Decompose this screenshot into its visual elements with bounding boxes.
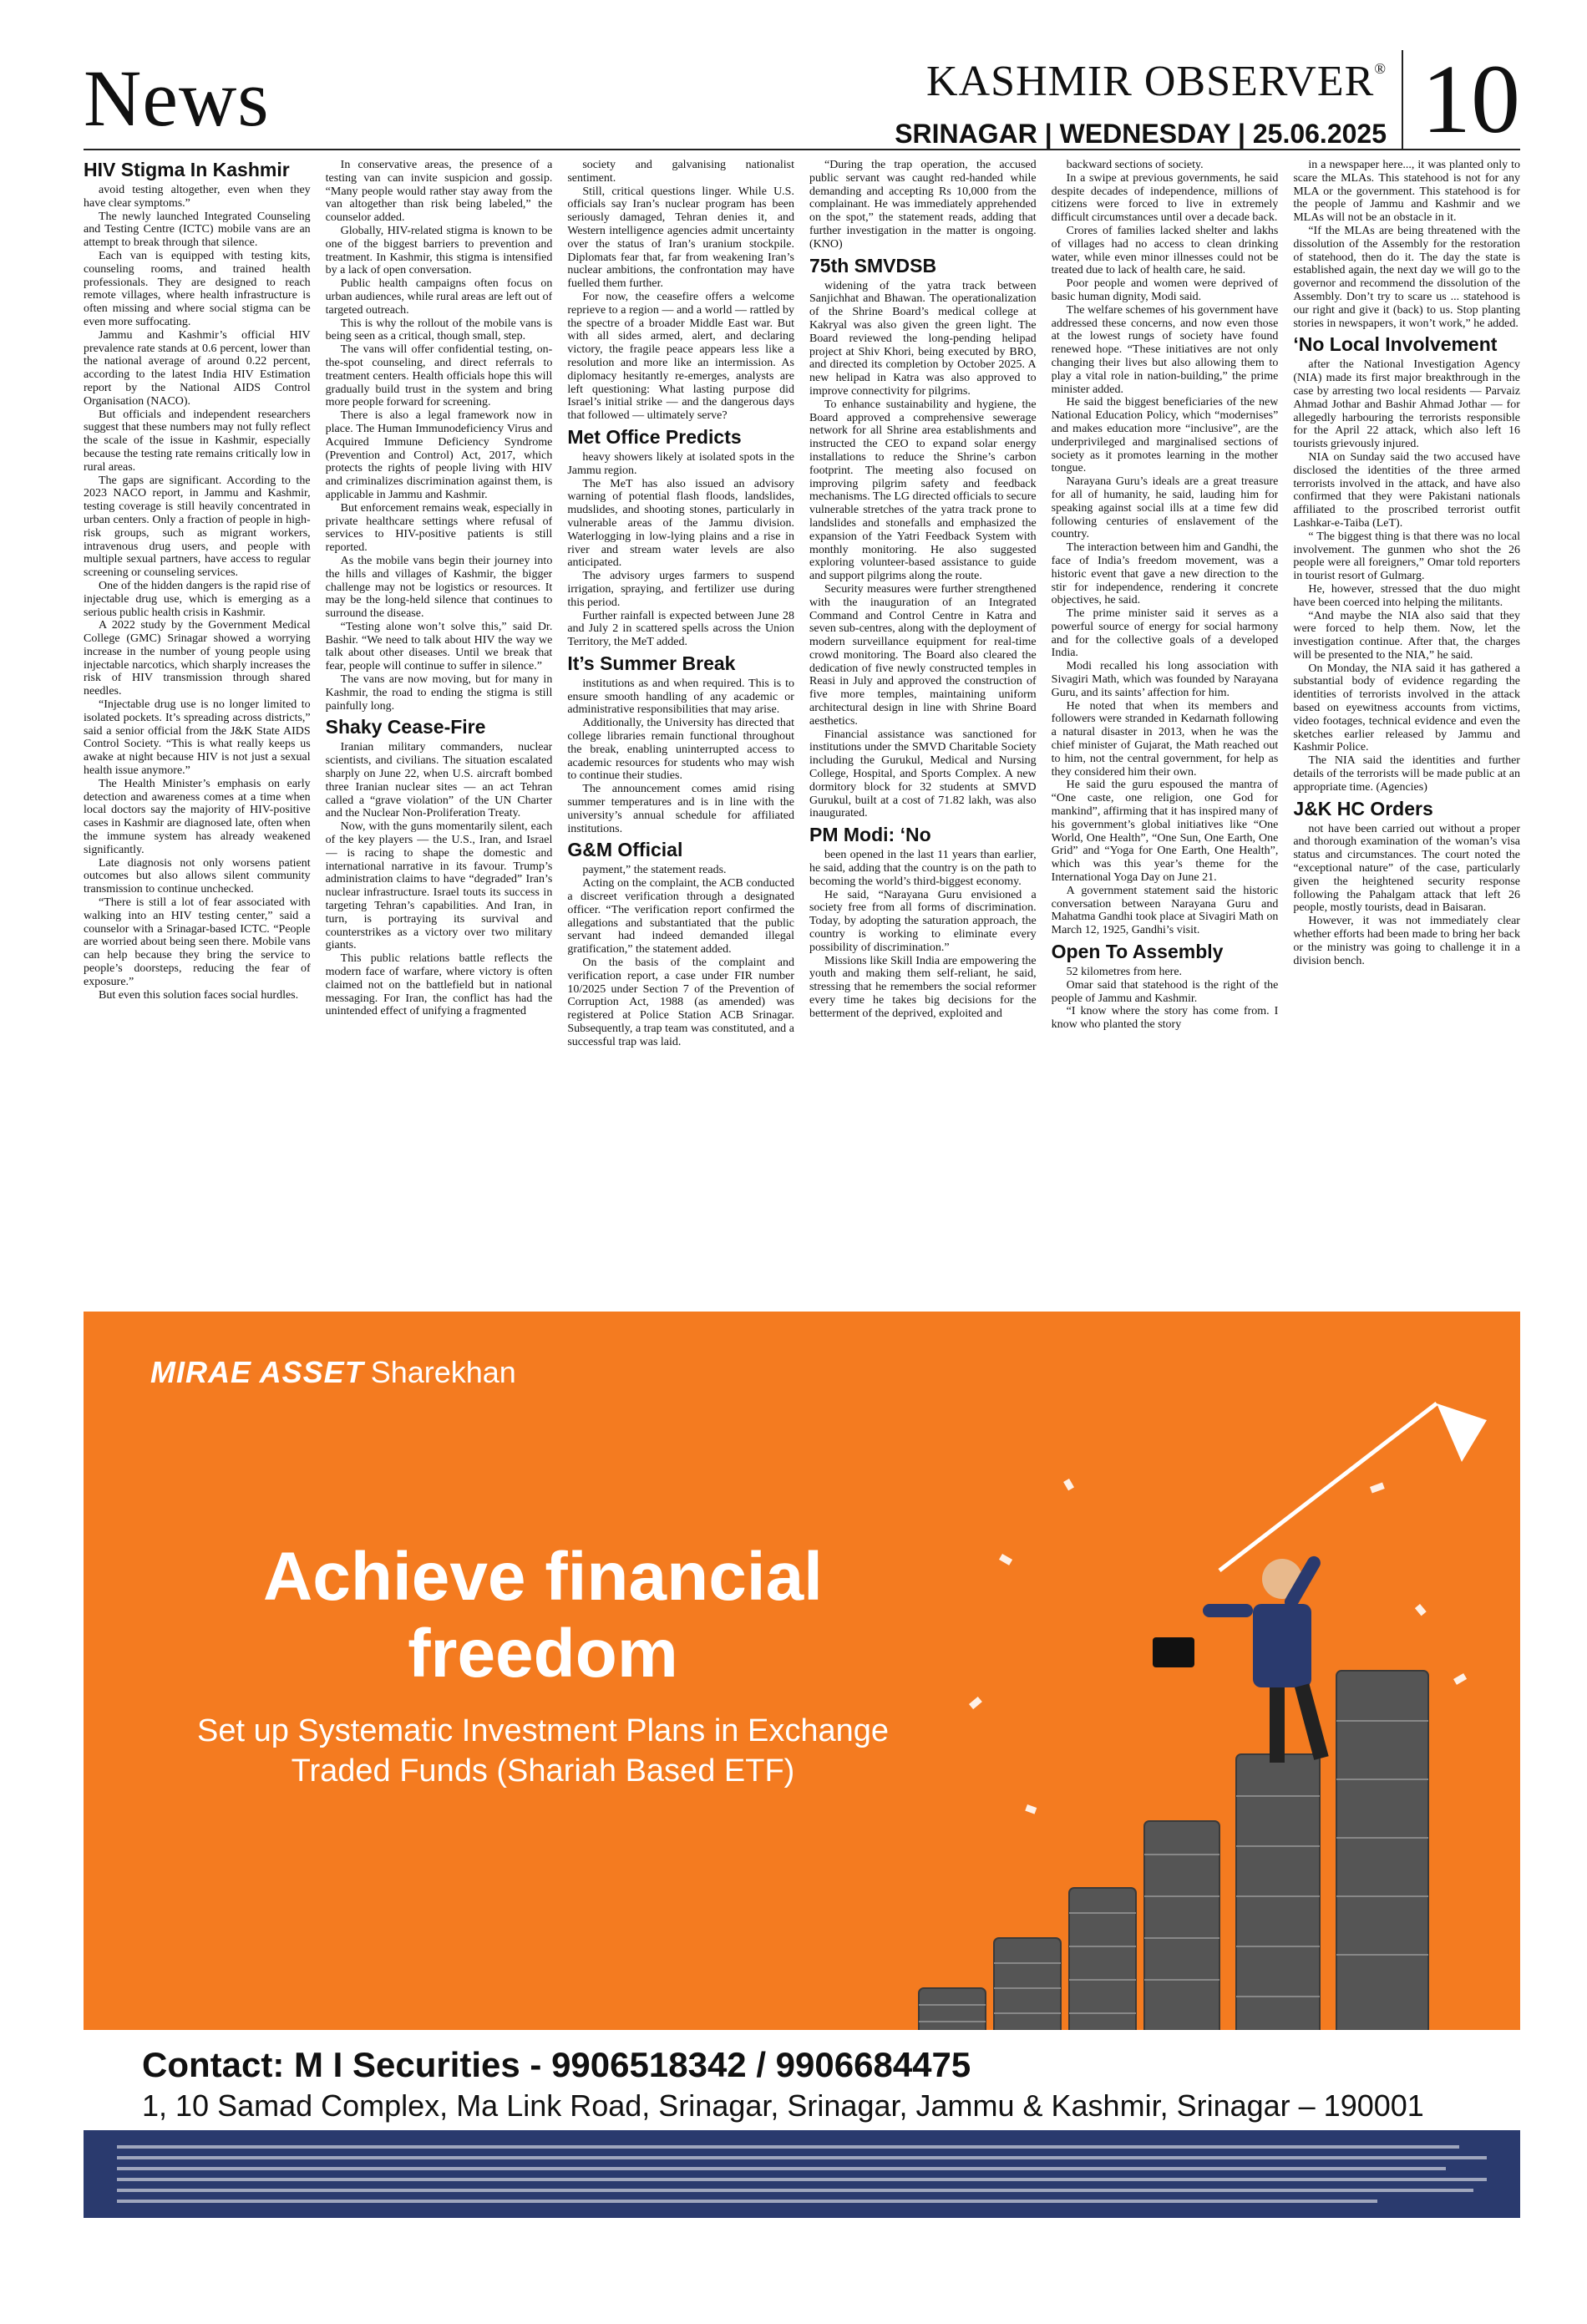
paragraph: “Injectable drug use is no longer limited to isolated pockets. It’s spreading across districts,” said a senior official from the J&K State AIDS Control Society. “This is what really keeps us awake at night because HIV is not just a sexual health issue anymore.”: [84, 698, 311, 778]
masthead: [84, 44, 1520, 154]
paragraph: The advisory urges farmers to suspend irrigation, spraying, and fertilizer use during this period.: [567, 570, 794, 609]
advert-illustration: [902, 1387, 1487, 2072]
paragraph: institutions as and when required. This is to ensure smooth handling of any academic or administrative responsibilities that may arise.: [567, 677, 794, 717]
paragraph: The welfare schemes of his government have addressed these concerns, and now even those at the lowest rungs of society have found renewed hope. “These initiatives are not only changing their lives but also allowing them to play a vital role in nation-building,” the prime minister added.: [1051, 303, 1279, 396]
paragraph: He noted that when its members and followers were stranded in Kedarnath following a natural disaster in 2013, when he was the chief minister of Gujarat, the Math reached out to him, not the central government, for help as they considered him their own.: [1051, 699, 1279, 779]
paragraph: in a newspaper here..., it was planted only to scare the MLAs. This statehood is not for any MLA or the government. This statehood is for the people of Jammu and Kashmir and we MLAs will not be an obstacle in it.: [1293, 159, 1520, 225]
headline: 75th SMVDSB: [809, 254, 937, 277]
paragraph: NIA on Sunday said the two accused have disclosed the identities of the three armed terrorists involved in the attack, and have also confirmed that they were Pakistani nationals affiliated to the proscribed terrorist outfit Lashkar-e-Taiba (LeT).: [1293, 450, 1520, 530]
advertisement[interactable]: [84, 1312, 1520, 2218]
column-3: [567, 159, 794, 1296]
paragraph: He said the biggest beneficiaries of the new National Education Policy, which “modernises” and makes education more “inclusive”, are the underprivileged and marginalised sections of society as it promotes learning in the mother tongue.: [1051, 396, 1279, 475]
paragraph: not have been carried out without a proper and thorough examination of the woman’s visa status and circumstances. The court noted the “exceptional nature” of the case, particularly given the heightened security response following the Pahalgam attack that left 26 people, mostly tourists, dead in Baisaran.: [1293, 822, 1520, 915]
paragraph: To enhance sustainability and hygiene, the Board approved a comprehensive sewerage network for all Shrine area establishments and instructed the CEO to expand solar energy installations to reduce the Shrine’s carbon footprint. The meeting also focused on improving pilgrim safety and feedback mechanisms. The LG directed officials to secure vulnerable stretches of the yatra track prone to landslides and stonefalls and emphasized the expansion of the Yatri Feedback System with monthly monitoring. He also suggested exploring volunteer-based assistance to guide and support pilgrims along the route.: [809, 398, 1037, 583]
newspaper-name: [926, 57, 1387, 106]
paragraph: “During the trap operation, the accused public servant was caught red-handed while demanding and accepting Rs 10,000 from the complainant. He was immediately apprehended on the spot,” the statement reads, adding that further investigation in the matter is ongoing. (KNO): [809, 159, 1037, 251]
paragraph: Modi recalled his long association with Sivagiri Math, which was founded by Narayana Guru, and its saints’ affection for him.: [1051, 660, 1279, 699]
section-title: News: [84, 53, 270, 143]
paragraph: As the mobile vans begin their journey into the hills and villages of Kashmir, the bigger challenge may not be logistics or resources. It may be the long-held silence that continues to surround the disease.: [325, 554, 553, 621]
paragraph: Acting on the complaint, the ACB conducted a discreet verification through a designated officer. “The verification report confirmed the allegations and substantiated that the public servant had indeed demanded illegal gratification,” the statement added.: [567, 877, 794, 956]
registered-mark: ®: [1374, 60, 1387, 77]
advert-contact-panel: [84, 2030, 1520, 2130]
advert-address: 1, 10 Samad Complex, Ma Link Road, Srinagar, Srinagar, Jammu & Kashmir, Srinagar – 190001: [142, 2088, 1424, 2123]
paragraph: This is why the rollout of the mobile vans is being seen as a critical, though small, step.: [325, 317, 553, 343]
paragraph: “I know where the story has come from. I know who planted the story: [1051, 1005, 1279, 1032]
paragraph: The gaps are significant. According to the 2023 NACO report, in Jammu and Kashmir, testing coverage is still heavily concentrated in urban centers. Only a fraction of people in high-risk groups, such as migrant workers, intravenous drug users, and people with multiple sexual partners, have access to regular screening or counseling services.: [84, 474, 311, 580]
headline: It’s Summer Break: [567, 652, 736, 674]
paragraph: Poor people and women were deprived of basic human dignity, Modi said.: [1051, 277, 1279, 303]
column-6: [1293, 159, 1520, 1296]
paragraph: The interaction between him and Gandhi, the face of India’s freedom movement, was a historic event that gave a new direction to the stir for independence, rendering it concrete objectives, he said.: [1051, 541, 1279, 607]
paragraph: Now, with the guns momentarily silent, each of the key players — the U.S., Iran, and Israel — is racing to shape the domestic and international narrative in its favour. Trump’s administration claims to have “degraded” Iran’s nuclear infrastructure. Israel touts its success in targeting Tehran’s capabilities. And Iran, in turn, is portraying its survival and counterstrikes as a victory over two military giants.: [325, 820, 553, 952]
column-4: [809, 159, 1037, 1296]
paragraph: after the National Investigation Agency (NIA) made its first major breakthrough in the case by arresting two local residents — Parvaiz Ahmad Jothar and Bashir Ahmad Jothar — for allegedly harbouring the terrorists responsible for the April 22 attack, which also left 16 tourists grievously injured.: [1293, 358, 1520, 451]
paragraph: backward sections of society.: [1066, 159, 1204, 171]
paragraph: “Testing alone won’t solve this,” said Dr. Bashir. “We need to talk about HIV the way we talk about other diseases. Until we break that fear, people will continue to suffer in silence.”: [325, 620, 553, 673]
paragraph: Late diagnosis not only worsens patient outcomes but also allows silent community transmission to continue unchecked.: [84, 856, 311, 896]
paragraph: He said, “Narayana Guru envisioned a society free from all forms of discrimination. Today, by adopting the saturation approach, the country is working to eliminate every possibility of discrimination.”: [809, 888, 1037, 954]
paragraph: This public relations battle reflects the modern face of warfare, where victory is often claimed not on the battlefield but in national messaging. For Iran, the conflict has had the unintended effect of unifying a fragmented: [325, 952, 553, 1018]
flag-cloth: [1437, 1403, 1487, 1462]
column-1: [84, 159, 311, 1296]
paragraph: But even this solution faces social hurdles.: [99, 988, 299, 1002]
masthead-rule: [84, 149, 1520, 150]
paragraph: However, it was not immediately clear whether efforts had been made to bring her back or the ministry was going to challenge it in a division bench.: [1293, 915, 1520, 967]
news-columns: [84, 159, 1520, 1296]
paragraph: The announcement comes amid rising summer temperatures and is in line with the university’s annual schedule for affiliated institutions.: [567, 783, 794, 835]
headline: Met Office Predicts: [567, 425, 742, 448]
headline: HIV Stigma In Kashmir: [84, 159, 290, 180]
paragraph: The vans will offer confidential testing, on-the-spot counseling, and direct referrals to treatment centers. Health officials hope this will gradually build trust in the system and bring more people forward for screening.: [325, 343, 553, 409]
paragraph: On the basis of the complaint and verification report, a case under FIR number 10/2025 under Section 7 of the Prevention of Corruption Act, 1988 (as amended) was registered at Police Station ACB Srinagar. Subsequently, a trap team was constituted, and a successful trap was laid.: [567, 956, 794, 1048]
businessman: [1153, 1554, 1329, 1763]
dateline: SRINAGAR | WEDNESDAY | 25.06.2025: [895, 119, 1387, 149]
paragraph: Financial assistance was sanctioned for institutions under the SMVD Charitable Society including the Gurukul, Medical and Nursing College, Hospital, and Sports Complex. A new dormitory block for 32 students at SMVD Gurukul, built at a cost of 71.82 lakh, was also inaugurated.: [809, 728, 1037, 820]
paragraph: “And maybe the NIA also said that they were forced to help them. Now, let the investigation continue. After that, the charges will be presented to the NIA,” he said.: [1293, 609, 1520, 662]
paragraph: “There is still a lot of fear associated with walking into an HIV testing center,” said a counselor with a Srinagar-based ICTC. “People are worried about being seen there. Mobile vans can help because they bring the service to people’s doorsteps, reducing the fear of exposure.”: [84, 896, 311, 988]
paragraph: “ The biggest thing is that there was no local involvement. The gunmen who shot the 26 people were all foreigners,” Omar told reporters in tourist resort of Gulmarg.: [1293, 530, 1520, 583]
paragraph: Additionally, the University has directed that college libraries remain functional throughout the break, enabling uninterrupted access to academic resources for students who may wish to continue their studies.: [567, 717, 794, 783]
paragraph: Each van is equipped with testing kits, counseling rooms, and trained health professionals. They are designed to reach remote villages, where health infrastructure is often missing and where social stigma can be even more suffocating.: [84, 249, 311, 328]
headline: ‘No Local Involvement: [1293, 333, 1498, 356]
advert-subline: Set up Systematic Investment Plans in Exchange Traded Funds (Shariah Based ETF): [197, 1713, 889, 1789]
advert-brand-sub: Sharekhan: [370, 1355, 516, 1389]
flag: [1219, 1403, 1437, 1570]
paragraph: avoid testing altogether, even when they have clear symptoms.”: [84, 184, 311, 210]
paragraph: One of the hidden dangers is the rapid rise of injectable drug use, which is emerging as a serious public health crisis in Kashmir.: [84, 579, 311, 619]
paragraph: Public health campaigns often focus on urban audiences, while rural areas are left out of targeted outreach.: [325, 277, 553, 317]
headline: PM Modi: ‘No: [809, 824, 931, 846]
advert-brand: MIRAE ASSET: [150, 1355, 364, 1389]
paragraph: payment,” the statement reads.: [582, 864, 727, 877]
paragraph: 52 kilometres from here.: [1066, 966, 1183, 979]
headline: G&M Official: [567, 839, 683, 861]
paragraph: Security measures were further strengthened with the inauguration of an Integrated Command and Control Centre in Katra and seven sub-centres, along with the deployment of modern surveillance equipment for real-time crowd monitoring. The Board also cleared the dedication of five newly constructed temples in Reasi in July and approved the construction of five more temples, maintaining uniform architectural design in line with Shrine Board aesthetics.: [809, 582, 1037, 728]
headline: Shaky Cease-Fire: [325, 716, 486, 738]
paragraph: The vans are now moving, but for many in Kashmir, the road to ending the stigma is still painfully long.: [325, 673, 553, 713]
paragraph: In conservative areas, the presence of a testing van can invite suspicion and gossip. “Many people would rather stay away from the van altogether than risk being labeled,” the counselor added.: [325, 159, 553, 225]
column-5: [1052, 159, 1279, 1296]
paragraph: In a swipe at previous governments, he said despite decades of independence, millions of citizens were forced to live in extremely difficult circumstances until over a decade back.: [1051, 171, 1279, 225]
paragraph: heavy showers likely at isolated spots in the Jammu region.: [567, 450, 794, 477]
paragraph: Missions like Skill India are empowering the youth and making them self-reliant, he said, stressing that he remembers the social reformer every time he takes big decisions for the betterment of the deprived, exploited and: [809, 954, 1037, 1020]
paragraph: A 2022 study by the Government Medical College (GMC) Srinagar showed a worrying increase in the number of young people using injectable narcotics, which sharply increases the risk of HIV transmission through shared needles.: [84, 619, 311, 698]
advert-disclaimer: [84, 2130, 1520, 2218]
paragraph: “If the MLAs are being threatened with the dissolution of the Assembly for the restoration of statehood, then do it. The day the state is established again, the next day we will go to the governor and recommend the dissolution of the Assembly. Don’t try to scare us ... statehood is our right and give it (back) to us. Stop planting stories in newspapers, it won’t work,” he added.: [1293, 224, 1520, 330]
paragraph: There is also a legal framework now in place. The Human Immunodeficiency Virus and Acquired Immune Deficiency Syndrome (Prevention and Control) Act, 2017, which protects the rights of people living with HIV and criminalizes discrimination against them, is applicable in Jammu and Kashmir.: [325, 409, 553, 501]
headline: Open To Assembly: [1051, 941, 1224, 963]
paragraph: society and galvanising nationalist sentiment.: [567, 159, 794, 185]
column-2: [326, 159, 553, 1296]
paragraph: Jammu and Kashmir’s official HIV prevalence rate stands at 0.6 percent, lower than the national average of around 0.22 percent, according to the latest India HIV Estimation report by the National AIDS Control Organisation (NACO).: [84, 328, 311, 408]
paragraph: Iranian military commanders, nuclear scientists, and civilians. The situation escalated sharply on June 22, when U.S. aircraft bombed three Iranian nuclear sites — an act Tehran called a “grave violation” of the UN Charter and the Nuclear Non-Proliferation Treaty.: [325, 741, 553, 820]
paragraph: For now, the ceasefire offers a welcome reprieve to a region — and a world — rattled by the spectre of a broader Middle East war. But with all sides armed, alert, and declaring victory, the fragile peace appears less like a resolution and more like an intermission. As diplomacy hesitantly re-emerges, analysts are left questioning: What lasting purpose did Israel’s initial strike — and the dangerous days that followed — ultimately serve?: [567, 290, 794, 423]
paragraph: The Health Minister’s emphasis on early detection and awareness comes at a time when local doctors say the majority of HIV-positive cases in Kashmir are diagnosed late, often when the immune system has already weakened significantly.: [84, 777, 311, 856]
headline: J&K HC Orders: [1293, 797, 1433, 819]
paragraph: The newly launched Integrated Counseling and Testing Centre (ICTC) mobile vans are an attempt to break through that silence.: [84, 210, 311, 250]
paragraph: But enforcement remains weak, especially in private healthcare settings where refusal of services to HIV-positive patients is still reported.: [325, 501, 553, 555]
page-number: 10: [1402, 50, 1520, 149]
paragraph: The NIA said the identities and further details of the terrorists will be made public at an appropriate time. (Agencies): [1293, 754, 1520, 794]
paragraph: He said the guru espoused the mantra of “One caste, one religion, one God for mankind”, affirming that it has inspired many of his government’s global initiatives like “One World, One Health”, “One Sun, One Earth, One Grid” and “Yoga for One Earth, One Health”, which was this year’s theme for the International Yoga Day on June 21.: [1051, 779, 1279, 885]
paragraph: Further rainfall is expected between June 28 and July 2 in scattered spells across the Union Territory, the MeT added.: [567, 609, 794, 649]
paragraph: But officials and independent researchers suggest that these numbers may not fully reflect the scale of the issue in Kashmir, especially because the testing rate remains critically low in rural areas.: [84, 408, 311, 474]
paragraph: widening of the yatra track between Sanjichhat and Bhawan. The operationalization of the Shrine Board’s medical college at Kakryal was also given the green light. The Board reviewed the long-pending helipad project at Shiv Khori, being executed by BRO, and directed its completion by October 2025. A new helipad in Katra was also approved to improve connectivity for pilgrims.: [809, 279, 1037, 398]
paragraph: Globally, HIV-related stigma is known to be one of the biggest barriers to prevention and treatment. In Kashmir, this stigma is intensified by a lack of open conversation.: [325, 224, 553, 277]
paragraph: been opened in the last 11 years than earlier, he said, adding that the country is on the path to becoming the world’s third-biggest economy.: [809, 849, 1037, 888]
paragraph: On Monday, the NIA said it has gathered a substantial body of evidence regarding the identities of terrorists involved in the attack based on eyewitness accounts from victims, video footages, technical evidence and even the sketches earlier released by Jammu and Kashmir Police.: [1293, 662, 1520, 754]
paragraph: Still, critical questions linger. While U.S. officials say Iran’s nuclear program has been seriously damaged, Tehran denies it, and Western intelligence agencies admit uncertainty over the status of Iran’s uranium stockpile. Diplomats fear that, far from weakening Iran’s nuclear ambitions, the confrontation may have fuelled them further.: [567, 185, 794, 291]
paragraph: He, however, stressed that the duo might have been coerced into helping the militants.: [1293, 582, 1520, 609]
paragraph: The MeT has also issued an advisory warning of potential flash floods, landslides, mudslides, and shooting stones, particularly in vulnerable areas of the Jammu division. Waterlogging in low-lying plains and a rise in river and stream water levels are also anticipated.: [567, 477, 794, 570]
paragraph: Crores of families lacked shelter and lakhs of villages had no access to clean drinking water, while even minor illnesses could not be treated due to lack of health care, he said.: [1051, 224, 1279, 277]
paragraph: Narayana Guru’s ideals are a great treasure for all of humanity, he said, lauding him for speaking against social ills at a time few did following centuries of enslavement of the country.: [1051, 475, 1279, 541]
advert-contact[interactable]: Contact: M I Securities - 9906518342 / 9906684475: [142, 2045, 971, 2084]
advert-logo: [150, 1355, 516, 1390]
advert-headline: Achieve financial freedom: [263, 1539, 823, 1692]
paragraph: A government statement said the historic conversation between Narayana Guru and Mahatma Gandhi took place at Sivagiri Math on March 12, 1925, Gandhi’s visit.: [1051, 884, 1279, 937]
newspaper-name-text: KASHMIR OBSERVER: [926, 58, 1375, 105]
paragraph: Omar said that statehood is the right of the people of Jammu and Kashmir.: [1051, 978, 1279, 1005]
paragraph: The prime minister said it serves as a powerful source of energy for social harmony and for the collective goals of a developed India.: [1051, 607, 1279, 660]
